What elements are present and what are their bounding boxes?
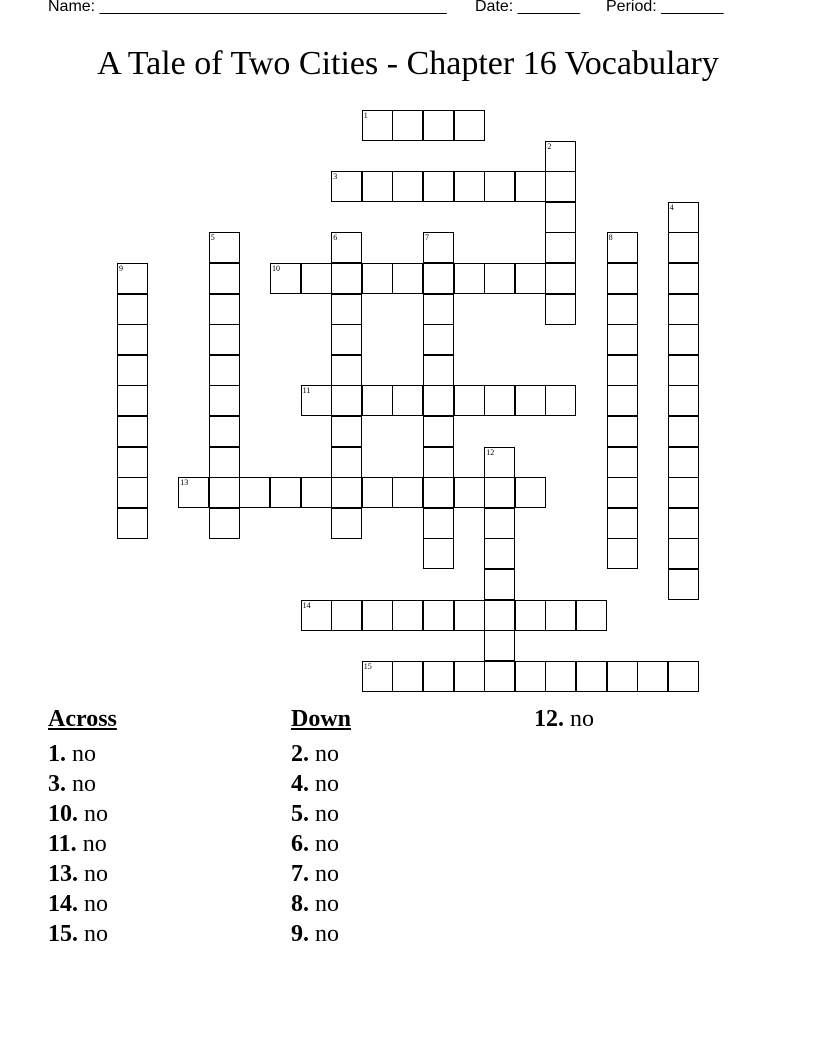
crossword-cell[interactable] — [331, 294, 362, 325]
crossword-cell[interactable] — [423, 232, 454, 263]
clue-text: no — [78, 861, 108, 887]
clue-number: 7 — [425, 233, 429, 243]
clue-number: 6 — [333, 233, 338, 243]
crossword-cell[interactable] — [484, 569, 515, 600]
crossword-cell[interactable] — [117, 447, 148, 478]
crossword-cell[interactable] — [545, 294, 576, 325]
across-clue — [48, 919, 117, 949]
clue-text: no — [66, 771, 96, 797]
clue-num: 4. — [291, 771, 309, 797]
crossword-cell[interactable] — [331, 263, 362, 294]
clue-num: 15. — [48, 921, 78, 947]
crossword-cell[interactable] — [668, 263, 699, 294]
down-clue — [291, 739, 351, 769]
clue-text: no — [309, 861, 339, 887]
crossword-cell[interactable] — [209, 385, 240, 416]
clue-number: 12 — [486, 447, 495, 457]
clue-num: 11. — [48, 831, 77, 857]
crossword-cell[interactable] — [484, 171, 515, 202]
clue-text: no — [78, 891, 108, 917]
crossword-cell[interactable] — [545, 600, 576, 631]
crossword-cell[interactable] — [117, 477, 148, 508]
crossword-cell[interactable] — [423, 416, 454, 447]
crossword-cell[interactable] — [484, 385, 515, 416]
down-clues — [291, 704, 351, 949]
crossword-cell[interactable] — [515, 477, 546, 508]
clue-text: no — [78, 801, 108, 827]
clue-text: no — [66, 741, 96, 767]
crossword-cell[interactable] — [484, 661, 515, 692]
clue-num: 2. — [291, 741, 309, 767]
crossword-cell[interactable] — [209, 232, 240, 263]
crossword-cell[interactable] — [484, 447, 515, 478]
crossword-cell[interactable] — [423, 110, 454, 141]
clue-num: 14. — [48, 891, 78, 917]
crossword-cell[interactable] — [209, 416, 240, 447]
crossword-cell[interactable] — [607, 447, 638, 478]
clue-num: 12. — [534, 706, 564, 732]
crossword-cell[interactable] — [515, 661, 546, 692]
name-field-label[interactable]: Name: _______________________________________ — [48, 0, 447, 15]
clue-num: 3. — [48, 771, 66, 797]
crossword-cell[interactable] — [454, 600, 485, 631]
crossword-cell[interactable] — [423, 294, 454, 325]
crossword-cell[interactable] — [362, 171, 393, 202]
crossword-cell[interactable] — [454, 661, 485, 692]
down-clue — [291, 889, 351, 919]
crossword-cell[interactable] — [209, 477, 240, 508]
crossword-cell[interactable] — [454, 263, 485, 294]
crossword-cell[interactable] — [209, 294, 240, 325]
clue-text: no — [309, 741, 339, 767]
clue-number: 13 — [180, 478, 189, 488]
across-clues — [48, 704, 117, 949]
down-clue-list-continued — [534, 704, 594, 734]
crossword-cell[interactable] — [331, 477, 362, 508]
clue-num: 8. — [291, 891, 309, 917]
crossword-cell[interactable] — [117, 263, 148, 294]
crossword-cell[interactable] — [301, 263, 332, 294]
crossword-cell[interactable] — [607, 661, 638, 692]
across-clue — [48, 739, 117, 769]
crossword-cell[interactable] — [301, 385, 332, 416]
crossword-cell[interactable] — [668, 477, 699, 508]
crossword-cell[interactable] — [668, 416, 699, 447]
crossword-cell[interactable] — [607, 324, 638, 355]
crossword-cell[interactable] — [331, 508, 362, 539]
crossword-cell[interactable] — [484, 600, 515, 631]
crossword-cell[interactable] — [607, 263, 638, 294]
crossword-cell[interactable] — [117, 294, 148, 325]
crossword-cell[interactable] — [331, 416, 362, 447]
crossword-cell[interactable] — [515, 600, 546, 631]
crossword-cell[interactable] — [668, 294, 699, 325]
crossword-cell[interactable] — [362, 110, 393, 141]
crossword-cell[interactable] — [454, 385, 485, 416]
clue-num: 7. — [291, 861, 309, 887]
crossword-cell[interactable] — [423, 508, 454, 539]
crossword-cell[interactable] — [117, 508, 148, 539]
crossword-cell[interactable] — [270, 477, 301, 508]
crossword-cell[interactable] — [117, 324, 148, 355]
crossword-cell[interactable] — [423, 324, 454, 355]
crossword-cell[interactable] — [668, 447, 699, 478]
crossword-cell[interactable] — [301, 600, 332, 631]
crossword-cell[interactable] — [178, 477, 209, 508]
page-title: A Tale of Two Cities - Chapter 16 Vocabulary — [97, 45, 719, 82]
crossword-cell[interactable] — [392, 600, 423, 631]
crossword-cell[interactable] — [423, 538, 454, 569]
crossword-cell[interactable] — [209, 447, 240, 478]
crossword-cell[interactable] — [362, 661, 393, 692]
down-clue — [534, 704, 594, 734]
clue-number: 10 — [272, 264, 280, 273]
crossword-cell[interactable] — [637, 661, 668, 692]
crossword-cell[interactable] — [362, 385, 393, 416]
period-field-label[interactable]: Period: _______ — [606, 0, 724, 15]
crossword-cell[interactable] — [484, 263, 515, 294]
clue-number: 14 — [302, 600, 311, 610]
crossword-cell[interactable] — [668, 385, 699, 416]
across-clue — [48, 799, 117, 829]
clue-text: no — [309, 831, 339, 857]
clue-text: no — [564, 706, 594, 732]
crossword-cell[interactable] — [270, 263, 301, 294]
crossword-cell[interactable] — [545, 263, 576, 294]
crossword-cell[interactable] — [331, 171, 362, 202]
clue-number: 9 — [119, 264, 123, 273]
crossword-cell[interactable] — [209, 355, 240, 386]
crossword-cell[interactable] — [392, 263, 423, 294]
crossword-cell[interactable] — [607, 355, 638, 386]
crossword-cell[interactable] — [515, 385, 546, 416]
crossword-cell[interactable] — [607, 385, 638, 416]
crossword-cell[interactable] — [239, 477, 270, 508]
crossword-cell[interactable] — [545, 202, 576, 233]
crossword-cell[interactable] — [576, 661, 607, 692]
crossword-cell[interactable] — [301, 477, 332, 508]
crossword-cell[interactable] — [331, 447, 362, 478]
clue-text: no — [309, 891, 339, 917]
crossword-cell[interactable] — [117, 385, 148, 416]
down-clue — [291, 829, 351, 859]
crossword-cell[interactable] — [668, 538, 699, 569]
clue-text: no — [78, 921, 108, 947]
crossword-cell[interactable] — [454, 171, 485, 202]
crossword-cell[interactable] — [392, 477, 423, 508]
crossword-cell[interactable] — [668, 508, 699, 539]
clue-num: 10. — [48, 801, 78, 827]
across-clue-list — [48, 739, 117, 949]
crossword-cell[interactable] — [668, 324, 699, 355]
crossword-cell[interactable] — [423, 447, 454, 478]
crossword-cell[interactable] — [607, 416, 638, 447]
clue-num: 9. — [291, 921, 309, 947]
crossword-cell[interactable] — [484, 508, 515, 539]
crossword-cell[interactable] — [545, 171, 576, 202]
clue-number: 8 — [608, 233, 613, 243]
crossword-cell[interactable] — [545, 232, 576, 263]
down-clues-continued — [534, 704, 594, 734]
crossword-cell[interactable] — [607, 477, 638, 508]
down-heading: Down — [291, 706, 352, 732]
clue-number: 5 — [210, 233, 215, 243]
down-clue — [291, 799, 351, 829]
crossword-cell[interactable] — [607, 508, 638, 539]
crossword-cell[interactable] — [545, 385, 576, 416]
clue-number: 1 — [363, 111, 368, 120]
crossword-cell[interactable] — [515, 263, 546, 294]
clue-num: 13. — [48, 861, 78, 887]
clue-number: 2 — [547, 141, 552, 151]
down-clue — [291, 769, 351, 799]
clue-text: no — [309, 801, 339, 827]
crossword-cell[interactable] — [331, 600, 362, 631]
crossword-cell[interactable] — [515, 171, 546, 202]
crossword-cell[interactable] — [392, 661, 423, 692]
crossword-cell[interactable] — [576, 600, 607, 631]
down-clue — [291, 919, 351, 949]
crossword-cell[interactable] — [423, 385, 454, 416]
crossword-cell[interactable] — [607, 232, 638, 263]
crossword-cell[interactable] — [117, 416, 148, 447]
crossword-cell[interactable] — [484, 630, 515, 661]
crossword-cell[interactable] — [423, 263, 454, 294]
crossword-cell[interactable] — [607, 538, 638, 569]
across-clue — [48, 769, 117, 799]
clue-number: 15 — [363, 661, 372, 671]
crossword-cell[interactable] — [607, 294, 638, 325]
clue-number: 3 — [333, 172, 338, 182]
crossword-cell[interactable] — [423, 600, 454, 631]
crossword-cell[interactable] — [392, 110, 423, 141]
crossword-cell[interactable] — [392, 385, 423, 416]
crossword-cell[interactable] — [423, 477, 454, 508]
crossword-cell[interactable] — [668, 202, 699, 233]
crossword-cell[interactable] — [209, 324, 240, 355]
crossword-cell[interactable] — [484, 477, 515, 508]
crossword-cell[interactable] — [392, 171, 423, 202]
crossword-cell[interactable] — [362, 477, 393, 508]
crossword-cell[interactable] — [545, 141, 576, 172]
clue-num: 1. — [48, 741, 66, 767]
crossword-cell[interactable] — [423, 171, 454, 202]
clue-num: 6. — [291, 831, 309, 857]
clue-text: no — [309, 921, 339, 947]
crossword-cell[interactable] — [331, 232, 362, 263]
crossword-cell[interactable] — [454, 110, 485, 141]
clue-number: 4 — [669, 202, 674, 212]
clue-number: 11 — [302, 386, 311, 396]
crossword-cell[interactable] — [668, 569, 699, 600]
crossword-cell[interactable] — [484, 538, 515, 569]
crossword-cell[interactable] — [423, 661, 454, 692]
crossword-cell[interactable] — [423, 355, 454, 386]
crossword-cell[interactable] — [668, 355, 699, 386]
across-clue — [48, 889, 117, 919]
crossword-cell[interactable] — [362, 263, 393, 294]
across-clue — [48, 829, 117, 859]
crossword-cell[interactable] — [668, 232, 699, 263]
crossword-cell[interactable] — [362, 600, 393, 631]
crossword-cell[interactable] — [454, 477, 485, 508]
crossword-cell[interactable] — [331, 385, 362, 416]
clue-num: 5. — [291, 801, 309, 827]
crossword-cell[interactable] — [209, 263, 240, 294]
date-field-label[interactable]: Date: _______ — [475, 0, 580, 15]
crossword-cell[interactable] — [545, 661, 576, 692]
crossword-cell[interactable] — [331, 324, 362, 355]
across-heading: Across — [48, 706, 117, 732]
down-clue-list — [291, 739, 351, 949]
clue-text: no — [309, 771, 339, 797]
clue-text: no — [76, 831, 107, 857]
across-clue — [48, 859, 117, 889]
down-clue — [291, 859, 351, 889]
crossword-cell[interactable] — [209, 508, 240, 539]
crossword-cell[interactable] — [117, 355, 148, 386]
crossword-cell[interactable] — [331, 355, 362, 386]
crossword-cell[interactable] — [668, 661, 699, 692]
